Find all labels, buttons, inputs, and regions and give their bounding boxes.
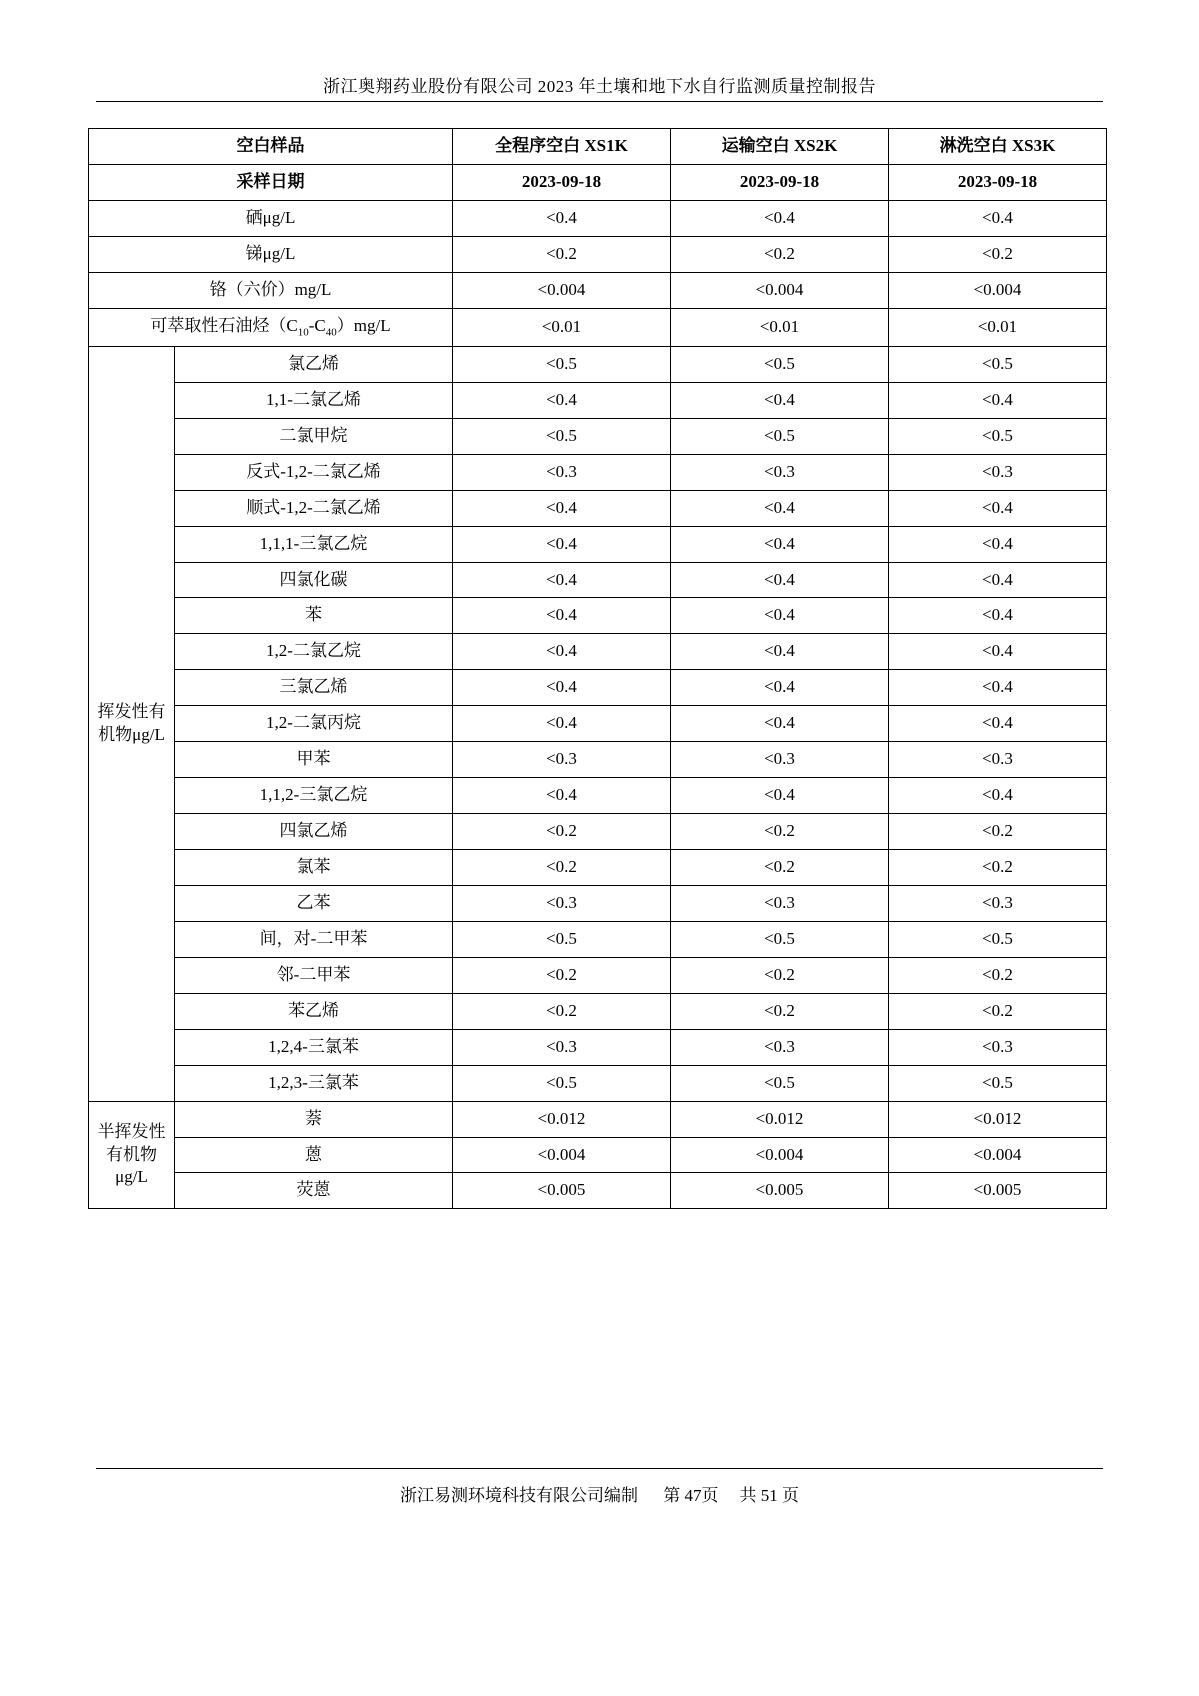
cell-param-label: 四氯乙烯 bbox=[175, 814, 453, 850]
cell-value: <0.4 bbox=[671, 670, 889, 706]
cell-param-label: 三氯乙烯 bbox=[175, 670, 453, 706]
cell-value: <0.004 bbox=[889, 1137, 1107, 1173]
table-row-sample-header bbox=[89, 129, 1107, 165]
table-row bbox=[89, 490, 1107, 526]
cell-value: <0.4 bbox=[671, 634, 889, 670]
cell-value: <0.2 bbox=[453, 957, 671, 993]
cell-sample-col1: 全程序空白 XS1K bbox=[453, 129, 671, 165]
table-row bbox=[89, 706, 1107, 742]
cell-param-label: 反式-1,2-二氯乙烯 bbox=[175, 454, 453, 490]
cell-value: <0.4 bbox=[889, 634, 1107, 670]
cell-value: <0.4 bbox=[453, 598, 671, 634]
table-row bbox=[89, 1137, 1107, 1173]
table-row bbox=[89, 885, 1107, 921]
cell-value: <0.004 bbox=[671, 1137, 889, 1173]
label-sub-40: 40 bbox=[325, 326, 337, 339]
cell-value: <0.5 bbox=[889, 346, 1107, 382]
cell-value: <0.5 bbox=[453, 418, 671, 454]
cell-value: <0.2 bbox=[889, 957, 1107, 993]
cell-value: <0.4 bbox=[453, 490, 671, 526]
cell-value: <0.5 bbox=[671, 346, 889, 382]
cell-value: <0.5 bbox=[453, 346, 671, 382]
cell-param-label: 1,2-二氯丙烷 bbox=[175, 706, 453, 742]
cell-date-col2: 2023-09-18 bbox=[671, 164, 889, 200]
cell-value: <0.2 bbox=[671, 236, 889, 272]
cell-value: <0.5 bbox=[889, 418, 1107, 454]
cell-param-label: 苯 bbox=[175, 598, 453, 634]
cell-value: <0.2 bbox=[889, 993, 1107, 1029]
cell-value: <0.3 bbox=[453, 742, 671, 778]
table-row bbox=[89, 346, 1107, 382]
cell-value: <0.4 bbox=[453, 670, 671, 706]
cell-sample-label: 空白样品 bbox=[89, 129, 453, 165]
cell-value: <0.3 bbox=[453, 885, 671, 921]
cell-value: <0.5 bbox=[671, 1065, 889, 1101]
cell-param-label: 荧蒽 bbox=[175, 1173, 453, 1209]
cell-value: <0.4 bbox=[671, 382, 889, 418]
cell-param-label: 间，对-二甲苯 bbox=[175, 921, 453, 957]
cell-value: <0.3 bbox=[453, 1029, 671, 1065]
cell-param-label: 甲苯 bbox=[175, 742, 453, 778]
cell-date-col1: 2023-09-18 bbox=[453, 164, 671, 200]
cell-value: <0.4 bbox=[889, 490, 1107, 526]
cell-value: <0.3 bbox=[671, 454, 889, 490]
cell-value: <0.2 bbox=[671, 850, 889, 886]
cell-value: <0.4 bbox=[889, 778, 1107, 814]
cell-param-label: 锑μg/L bbox=[89, 236, 453, 272]
cell-value: <0.3 bbox=[671, 742, 889, 778]
table-row bbox=[89, 598, 1107, 634]
cell-value: <0.004 bbox=[671, 272, 889, 308]
table-row bbox=[89, 454, 1107, 490]
cell-value: <0.2 bbox=[453, 993, 671, 1029]
cell-value: <0.004 bbox=[453, 272, 671, 308]
cell-value: <0.4 bbox=[671, 598, 889, 634]
cell-value: <0.2 bbox=[453, 850, 671, 886]
cell-value: <0.4 bbox=[671, 490, 889, 526]
cell-param-label: 铬（六价）mg/L bbox=[89, 272, 453, 308]
cell-value: <0.4 bbox=[453, 706, 671, 742]
cell-value: <0.4 bbox=[889, 526, 1107, 562]
cell-value: <0.5 bbox=[671, 921, 889, 957]
table-row bbox=[89, 1101, 1107, 1137]
cell-value: <0.3 bbox=[671, 885, 889, 921]
table-row bbox=[89, 1173, 1107, 1209]
cell-value: <0.01 bbox=[889, 308, 1107, 346]
cell-value: <0.005 bbox=[671, 1173, 889, 1209]
cell-value: <0.4 bbox=[453, 778, 671, 814]
cell-param-label: 苯乙烯 bbox=[175, 993, 453, 1029]
footer-divider bbox=[96, 1468, 1103, 1469]
footer-total-pages: 共 51 页 bbox=[739, 1486, 799, 1505]
cell-value: <0.01 bbox=[671, 308, 889, 346]
cell-param-label: 二氯甲烷 bbox=[175, 418, 453, 454]
table-row bbox=[89, 200, 1107, 236]
cell-param-label: 1,2-二氯乙烷 bbox=[175, 634, 453, 670]
table-row bbox=[89, 272, 1107, 308]
cell-group-svoc: 半挥发性有机物μg/L bbox=[89, 1101, 175, 1209]
cell-value: <0.2 bbox=[671, 814, 889, 850]
cell-value: <0.004 bbox=[889, 272, 1107, 308]
cell-param-label: 萘 bbox=[175, 1101, 453, 1137]
cell-value: <0.5 bbox=[453, 1065, 671, 1101]
cell-value: <0.3 bbox=[889, 1029, 1107, 1065]
cell-param-label: 1,1,1-三氯乙烷 bbox=[175, 526, 453, 562]
cell-param-label: 氯苯 bbox=[175, 850, 453, 886]
cell-param-label: 1,1,2-三氯乙烷 bbox=[175, 778, 453, 814]
cell-date-label: 采样日期 bbox=[89, 164, 453, 200]
cell-value: <0.005 bbox=[889, 1173, 1107, 1209]
cell-value: <0.3 bbox=[889, 742, 1107, 778]
cell-value: <0.4 bbox=[671, 562, 889, 598]
label-part: ）mg/L bbox=[336, 315, 391, 335]
cell-param-label: 1,2,3-三氯苯 bbox=[175, 1065, 453, 1101]
cell-value: <0.2 bbox=[453, 236, 671, 272]
cell-value: <0.012 bbox=[889, 1101, 1107, 1137]
cell-value: <0.4 bbox=[671, 706, 889, 742]
table-row bbox=[89, 993, 1107, 1029]
cell-value: <0.4 bbox=[889, 598, 1107, 634]
footer-page-number: 第 47页 bbox=[663, 1486, 719, 1505]
cell-param-label: 乙苯 bbox=[175, 885, 453, 921]
cell-value: <0.2 bbox=[671, 957, 889, 993]
table-row bbox=[89, 634, 1107, 670]
table-row bbox=[89, 236, 1107, 272]
cell-value: <0.3 bbox=[889, 885, 1107, 921]
cell-value: <0.3 bbox=[671, 1029, 889, 1065]
cell-value: <0.4 bbox=[671, 778, 889, 814]
page-footer bbox=[96, 1481, 1103, 1506]
cell-param-label: 四氯化碳 bbox=[175, 562, 453, 598]
label-sub-10: 10 bbox=[297, 326, 309, 339]
cell-value: <0.4 bbox=[671, 526, 889, 562]
table-row-petroleum bbox=[89, 308, 1107, 346]
cell-value: <0.2 bbox=[671, 993, 889, 1029]
cell-param-label-petroleum bbox=[89, 308, 453, 346]
cell-sample-col3: 淋洗空白 XS3K bbox=[889, 129, 1107, 165]
cell-value: <0.4 bbox=[671, 200, 889, 236]
cell-value: <0.2 bbox=[453, 814, 671, 850]
cell-param-label: 蒽 bbox=[175, 1137, 453, 1173]
table-row bbox=[89, 526, 1107, 562]
cell-group-voc: 挥发性有机物μg/L bbox=[89, 346, 175, 1101]
table-row-sampling-date bbox=[89, 164, 1107, 200]
cell-value: <0.4 bbox=[889, 382, 1107, 418]
cell-value: <0.4 bbox=[889, 562, 1107, 598]
cell-value: <0.4 bbox=[453, 382, 671, 418]
cell-value: <0.4 bbox=[453, 562, 671, 598]
cell-date-col3: 2023-09-18 bbox=[889, 164, 1107, 200]
cell-value: <0.3 bbox=[889, 454, 1107, 490]
cell-value: <0.4 bbox=[453, 526, 671, 562]
footer-company: 浙江易测环境科技有限公司编制 bbox=[400, 1486, 638, 1505]
cell-param-label: 1,1-二氯乙烯 bbox=[175, 382, 453, 418]
table-row bbox=[89, 1029, 1107, 1065]
cell-value: <0.4 bbox=[889, 706, 1107, 742]
cell-value: <0.4 bbox=[453, 634, 671, 670]
blank-sample-quality-table bbox=[88, 128, 1107, 1209]
table-row bbox=[89, 562, 1107, 598]
table-body bbox=[89, 129, 1107, 1209]
label-part: -C bbox=[308, 315, 326, 335]
label-part: 可萃取性石油烃（C bbox=[150, 315, 298, 335]
cell-value: <0.004 bbox=[453, 1137, 671, 1173]
cell-param-label: 氯乙烯 bbox=[175, 346, 453, 382]
cell-value: <0.5 bbox=[889, 1065, 1107, 1101]
page-header: 浙江奥翔药业股份有限公司 2023 年土壤和地下水自行监测质量控制报告 bbox=[323, 77, 876, 96]
cell-value: <0.4 bbox=[889, 200, 1107, 236]
cell-param-label: 1,2,4-三氯苯 bbox=[175, 1029, 453, 1065]
table-row bbox=[89, 814, 1107, 850]
cell-value: <0.2 bbox=[889, 236, 1107, 272]
cell-value: <0.01 bbox=[453, 308, 671, 346]
cell-value: <0.4 bbox=[889, 670, 1107, 706]
cell-param-label: 邻-二甲苯 bbox=[175, 957, 453, 993]
cell-value: <0.5 bbox=[453, 921, 671, 957]
cell-sample-col2: 运输空白 XS2K bbox=[671, 129, 889, 165]
cell-param-label: 硒μg/L bbox=[89, 200, 453, 236]
header-divider bbox=[96, 101, 1103, 102]
table-row bbox=[89, 778, 1107, 814]
cell-value: <0.005 bbox=[453, 1173, 671, 1209]
cell-value: <0.2 bbox=[889, 850, 1107, 886]
cell-value: <0.5 bbox=[889, 921, 1107, 957]
cell-value: <0.012 bbox=[453, 1101, 671, 1137]
table-row bbox=[89, 957, 1107, 993]
cell-value: <0.5 bbox=[671, 418, 889, 454]
cell-value: <0.3 bbox=[453, 454, 671, 490]
table-row bbox=[89, 850, 1107, 886]
cell-value: <0.4 bbox=[453, 200, 671, 236]
table-row bbox=[89, 418, 1107, 454]
table-row bbox=[89, 1065, 1107, 1101]
table-row bbox=[89, 921, 1107, 957]
cell-value: <0.012 bbox=[671, 1101, 889, 1137]
table-row bbox=[89, 382, 1107, 418]
cell-value: <0.2 bbox=[889, 814, 1107, 850]
table-row bbox=[89, 670, 1107, 706]
cell-param-label: 顺式-1,2-二氯乙烯 bbox=[175, 490, 453, 526]
table-row bbox=[89, 742, 1107, 778]
